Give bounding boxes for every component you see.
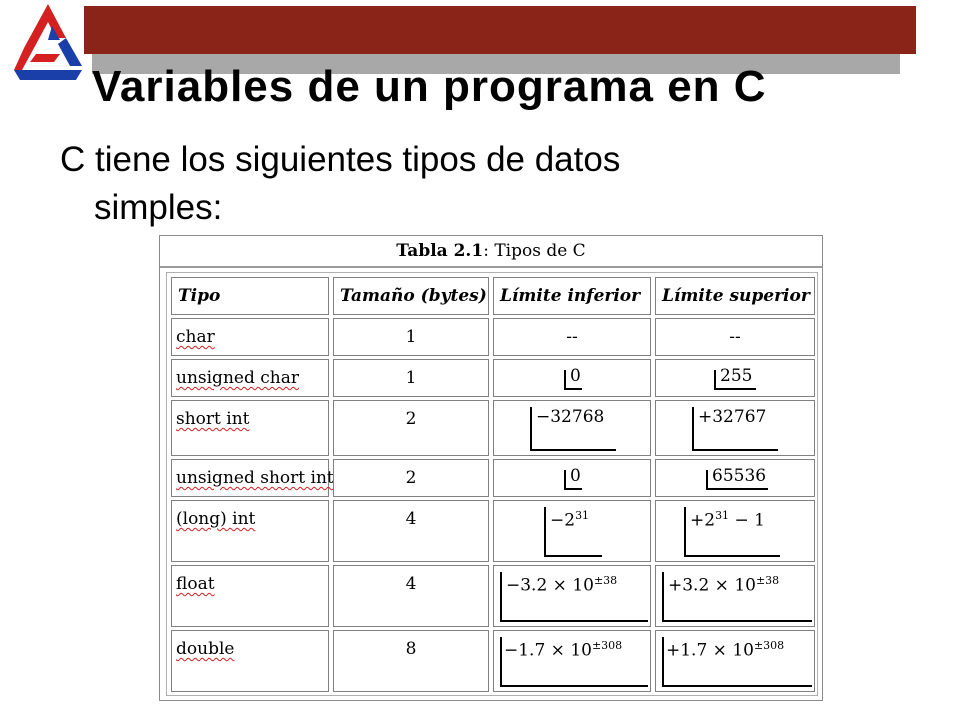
table-row-float-tipo: float [171, 565, 329, 627]
table-row-uchar-min: 0 [493, 359, 651, 397]
table-row-long-min: $-2^{31}$ [493, 500, 651, 562]
table-row-float-min: $-3.2 \times 10^{\pm 38}$ [493, 565, 651, 627]
table-row-short-size: 2 [333, 400, 489, 456]
table-row-long-max: $+2^{31} - 1$ [655, 500, 815, 562]
table-row-ushort-tipo: unsigned short int [171, 459, 329, 497]
table-row-uchar-tipo: unsigned char [171, 359, 329, 397]
table-row-char-max: -- [655, 318, 815, 356]
table-caption [160, 236, 822, 268]
table-row-uchar-size: 1 [333, 359, 489, 397]
types-table-image [159, 235, 823, 701]
header-size: Tamaño (bytes) [333, 277, 489, 315]
header-tipo: Tipo [171, 277, 329, 315]
table-row-short-tipo: short int [171, 400, 329, 456]
slide-title: Variables de un programa en C [92, 62, 767, 111]
bullet-text-line-1: C tiene los siguientes tipos de datos [60, 140, 621, 179]
table-row-double-min: $-1.7 \times 10^{\pm 308}$ [493, 630, 651, 692]
table-row-float-size: 4 [333, 565, 489, 627]
types-table [166, 272, 818, 696]
bullet-text-line-2: simples: [94, 188, 223, 227]
table-row-char-tipo: char [171, 318, 329, 356]
table-row-ushort-size: 2 [333, 459, 489, 497]
header-max: Límite superior [655, 277, 815, 315]
table-caption-text: : Tipos de C [483, 241, 586, 261]
table-row-char-size: 1 [333, 318, 489, 356]
table-row-float-max: $+3.2 \times 10^{\pm 38}$ [655, 565, 815, 627]
table-row-long-size: 4 [333, 500, 489, 562]
table-row-ushort-min: 0 [493, 459, 651, 497]
table-row-double-tipo: double [171, 630, 329, 692]
table-row-short-min: −32768 [493, 400, 651, 456]
title-bar [84, 6, 916, 54]
table-row-ushort-max: 65536 [655, 459, 815, 497]
table-row-short-max: +32767 [655, 400, 815, 456]
table-row-double-max: $+1.7 \times 10^{\pm 308}$ [655, 630, 815, 692]
logo-container [8, 0, 80, 86]
table-row-double-size: 8 [333, 630, 489, 692]
table-caption-label: Tabla 2.1 [396, 241, 484, 261]
table-row-uchar-max: 255 [655, 359, 815, 397]
institution-logo-icon [8, 0, 88, 86]
header-min: Límite inferior [493, 277, 651, 315]
table-row-char-min: -- [493, 318, 651, 356]
table-row-long-tipo: (long) int [171, 500, 329, 562]
